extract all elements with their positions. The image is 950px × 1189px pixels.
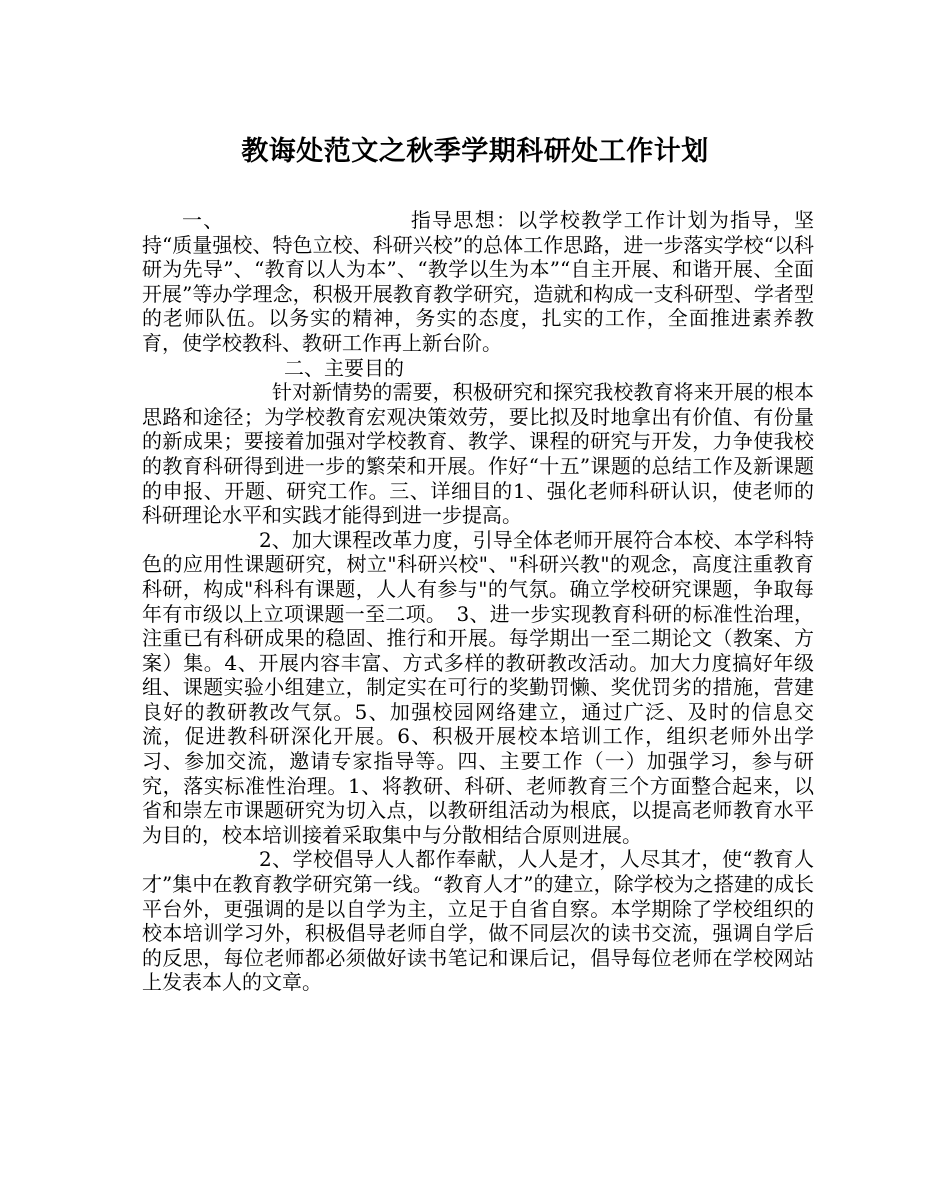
document-title: 教诲处范文之秋季学期科研处工作计划 bbox=[241, 136, 709, 167]
paragraph-guiding-thought bbox=[142, 208, 814, 356]
paragraph-curriculum-reform: 2、加大课程改革力度，引导全体老师开展符合本校、本学科特色的应用性课题研究，树立"科研兴校"、"科研兴教"的观念，高度注重教育科研，构成"科科有课题，人人有参与"的气氛。确立学校研究课题，争取每年有市级以上立项课题一至二项。 3、进一步实现教育科研的标准性治理，注重已有科研成果的稳固、推行和开展。每学期出一至二期论文（教案、方案）集。4、开展内容丰富、方式多样的教研教改活动。加大力度搞好年级组、课题实验小组建立，制定实在可行的奖勤罚懒、奖优罚劣的措施，营建良好的教研教改气氛。5、加强校园网络建立，通过广泛、及时的信息交流，促进教科研深化开展。6、积极开展校本培训工作，组织老师外出学习、参加交流，邀请专家指导等。四、主要工作（一）加强学习，参与研究，落实标准性治理。1、将教研、科研、老师教育三个方面整合起来，以省和崇左市课题研究为切入点，以教研组活动为根底，以提高老师教育水平为目的，校本培训接着采取集中与分散相结合原则进展。 bbox=[142, 527, 814, 847]
section-heading-main-goals: 二、主要目的 bbox=[284, 355, 404, 380]
document-body bbox=[142, 208, 814, 995]
paragraph-talent-building: 2、学校倡导人人都作奉献，人人是才，人尽其才，使“教育人才”集中在教育教学研究第一线。“教育人才”的建立，除学校为之搭建的成长平台外，更强调的是以自学为主，立足于自省自察。本学期除了学校组织的校本培训学习外，积极倡导老师自学，做不同层次的读书交流，强调自学后的反思，每位老师都必须做好读书笔记和课后记，倡导每位老师在学校网站上发表本人的文章。 bbox=[142, 847, 814, 995]
section-number: 一、 bbox=[182, 208, 225, 232]
paragraph-text: 指导思想：以学校教学工作计划为指导，坚持“质量强校、特色立校、科研兴校”的总体工作思路，进一步落实学校“以科研为先导”、“教育以人为本”、“教学以生为本”“自主开展、和谐开展、全面开展”等办学理念，积极开展教育教学研究，造就和构成一支科研型、学者型的老师队伍。以务实的精神，务实的态度，扎实的工作，全面推进素养教育，使学校教科、教研工作再上新台阶。 bbox=[142, 208, 815, 355]
paragraph-main-goals: 针对新情势的需要，积极研究和探究我校教育将来开展的根本思路和途径；为学校教育宏观决策效劳，要比拟及时地拿出有价值、有份量的新成果；要接着加强对学校教育、教学、课程的研究与开发，力争使我校的教育科研得到进一步的繁荣和开展。作好“十五”课题的总结工作及新课题的申报、开题、研究工作。三、详细目的1、强化老师科研认识，使老师的科研理论水平和实践才能得到进一步提高。 bbox=[142, 380, 814, 528]
